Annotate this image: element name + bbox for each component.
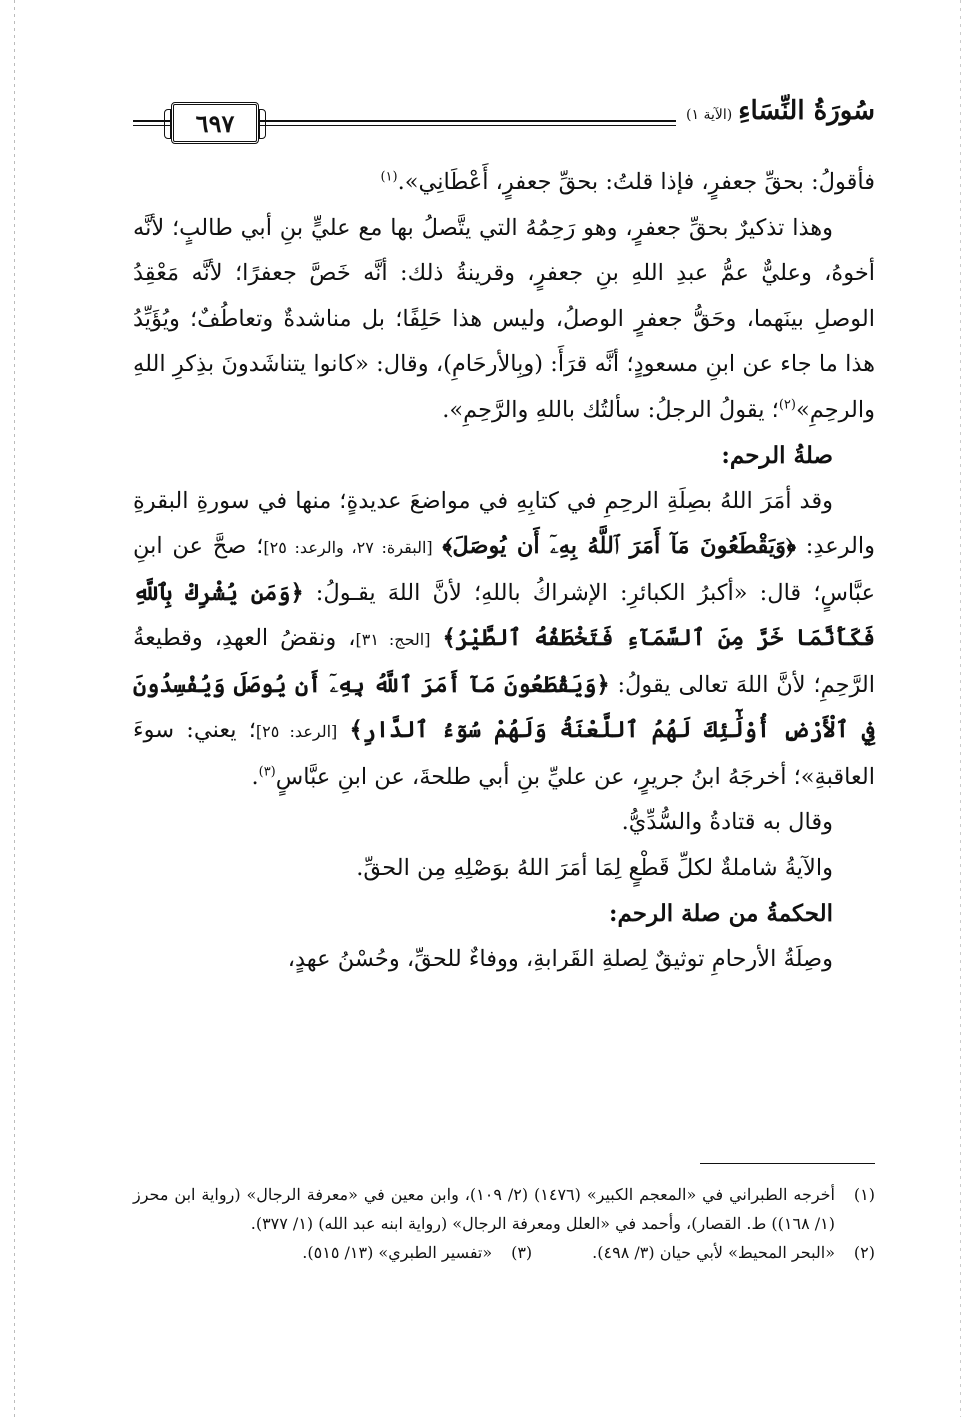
footnote-3 xyxy=(302,1238,532,1267)
paragraph-3-c: ، ونقضُ العهدِ، وقطيعةُ الرَّحِمِ؛ لأنَّ اللهَ تعالى يقولُ: xyxy=(133,625,875,698)
paragraph-6: وصِلَةُ الأرحامِ توثيقٌ لِصلةِ القَرابةِ، ووفاءٌ للحقِّ، وحُسْنُ عهدٍ، xyxy=(287,945,833,972)
scan-edge-right xyxy=(960,0,961,1417)
quran-verse-1: ﴿وَيَقْطَعُونَ مَآ أَمَرَ ٱللَّهُ بِهِۦٓ أَن يُوصَلَ﴾ xyxy=(442,533,796,559)
running-title xyxy=(676,96,875,126)
paragraph-2-text: وهذا تذكيرٌ بحقِّ جعفرٍ، وهو رَحِمُهُ التي يتَّصلُ بها مع عليٍّ بنِ أبي طالبٍ؛ لأنَّه أخوهُ، وعليٌّ عمُّ عبدِ اللهِ بنِ جعفرٍ، وقرينةُ ذلك: أنَّه خَصَّ جعفرًا؛ لأنَّه مَعْقِدُ الوصلِ بينَهما، وحَقُّ جعفرٍ الوصلُ، وليس هذا حَلِفًا؛ بل مناشدةٌ وتعاطُفٌ؛ ويُؤَيِّدُ هذا ما جاء عن ابنِ مسعودٍ؛ أنَّه قرَأَ: (وبِالأرحَامِ)، وقال: «كانوا يتناشَدونَ بذِكرِ اللهِ والرحِمِ» xyxy=(133,214,875,423)
footnote-3-text: «تفسير الطبري» (١٣/ ٥١٥). xyxy=(302,1243,493,1262)
paragraph-3 xyxy=(133,479,875,801)
paragraph-3-period: . xyxy=(251,763,259,790)
footnote-2-text: «البحر المحيط» لأبي حيان (٣/ ٤٩٨). xyxy=(592,1243,835,1262)
paragraph-1 xyxy=(133,160,875,206)
footnote-2-number: (٢) xyxy=(853,1243,875,1262)
paragraph-1-text: فأقولُ: بحقِّ جعفرٍ، فإذا قلتُ: بحقِّ جعفرٍ، أَعْطَانِي». xyxy=(397,169,875,195)
ayah-reference: (الآية ١) xyxy=(686,107,733,123)
footnote-2 xyxy=(592,1238,875,1267)
paragraph-3-b: ؛ صحَّ عن ابنِ عبَّاسٍ؛ قال: «أكبرُ الكبائرِ: الإشراكُ باللهِ؛ لأنَّ اللهَ يقـولُ: xyxy=(133,533,876,606)
footnote-marker-3: (٣) xyxy=(258,764,276,779)
main-text xyxy=(133,160,875,982)
sura-title: سُورَةُ النِّسَاءِ xyxy=(738,96,875,126)
heading-silat-al-rahim: صلةُ الرحم: xyxy=(721,442,833,469)
paragraph-5: والآيةُ شاملةٌ لكلِّ قَطْعٍ لِمَا أمَرَ اللهُ بوَصْلِهِ مِن الحقِّ. xyxy=(356,854,833,881)
footnote-marker-2: (٢) xyxy=(778,397,796,412)
paragraph-4: وقال به قتادةُ والسُّدِّيُّ. xyxy=(621,809,833,835)
scan-edge-left xyxy=(14,0,15,1417)
verse-ref-1: [البقرة: ٢٧، والرعد: ٢٥] xyxy=(263,538,433,557)
paragraph-2 xyxy=(133,206,875,434)
footnote-1-number: (١) xyxy=(853,1185,875,1204)
footnote-1 xyxy=(133,1180,875,1238)
page-header xyxy=(133,96,875,152)
footnote-rule xyxy=(700,1163,875,1164)
quran-verse-2: ﴿وَمَن يُشْرِكْ بِٱللَّهِ فَكَأَنَّمَا خَرَّ مِنَ ٱلسَّمَآءِ فَتَخْطَفُهُ ٱلطَّيْرُ﴾ xyxy=(133,579,876,651)
footnote-row-2-3 xyxy=(133,1238,875,1267)
footnote-3-number: (٣) xyxy=(511,1243,533,1262)
paragraph-3-a: وقد أمَرَ اللهُ بصِلَةِ الرحِمِ في كتابِهِ في مواضعَ عديدةٍ؛ منها في سورةِ البقرةِ والرعدِ: xyxy=(133,487,875,559)
paragraph-2-end: ؛ يقولُ الرجلُ: سألتُك باللهِ والرَّحِمِ». xyxy=(442,396,779,423)
verse-ref-2: [الحج: ٣١] xyxy=(355,630,431,649)
verse-ref-3: [الرعد: ٢٥] xyxy=(255,722,338,741)
footnote-1-text: أخرجه الطبراني في «المعجم الكبير» (١٤٧٦) (٢/ ١٠٩)، وابن معين في «معرفة الرجال» (رواية ابن محرز (١/ ١٦٨)) ط. القصار)، وأحمد في «العلل ومعرفة الرجال» (رواية ابنه عبد الله) (١/ ٣٧٧). xyxy=(133,1185,835,1233)
page-number: ٦٩٧ xyxy=(171,102,259,144)
footnotes xyxy=(133,1180,875,1267)
quran-verse-3: ﴿وَيَقْطَعُونَ مَآ أَمَرَ ٱللَّهُ بِهِۦٓ أَن يُوصَلَ وَيُفْسِدُونَ فِي ٱلْأَرْضِ أُوْلَٰٓئِكَ لَهُمُ ٱللَّعْنَةُ وَلَهُمْ سُوٓءُ ٱلدَّارِ﴾ xyxy=(133,671,875,743)
heading-hikma: الحكمةُ من صلة الرحم: xyxy=(608,900,833,927)
footnote-marker-1: (١) xyxy=(380,169,398,185)
paragraph-3-d: ؛ يعني: سوءَ العاقبةِ»؛ أخرجَهُ ابنُ جريرٍ، عن عليِّ بنِ أبي طلحةَ، عن ابنِ عبَّاسٍ xyxy=(133,717,875,790)
